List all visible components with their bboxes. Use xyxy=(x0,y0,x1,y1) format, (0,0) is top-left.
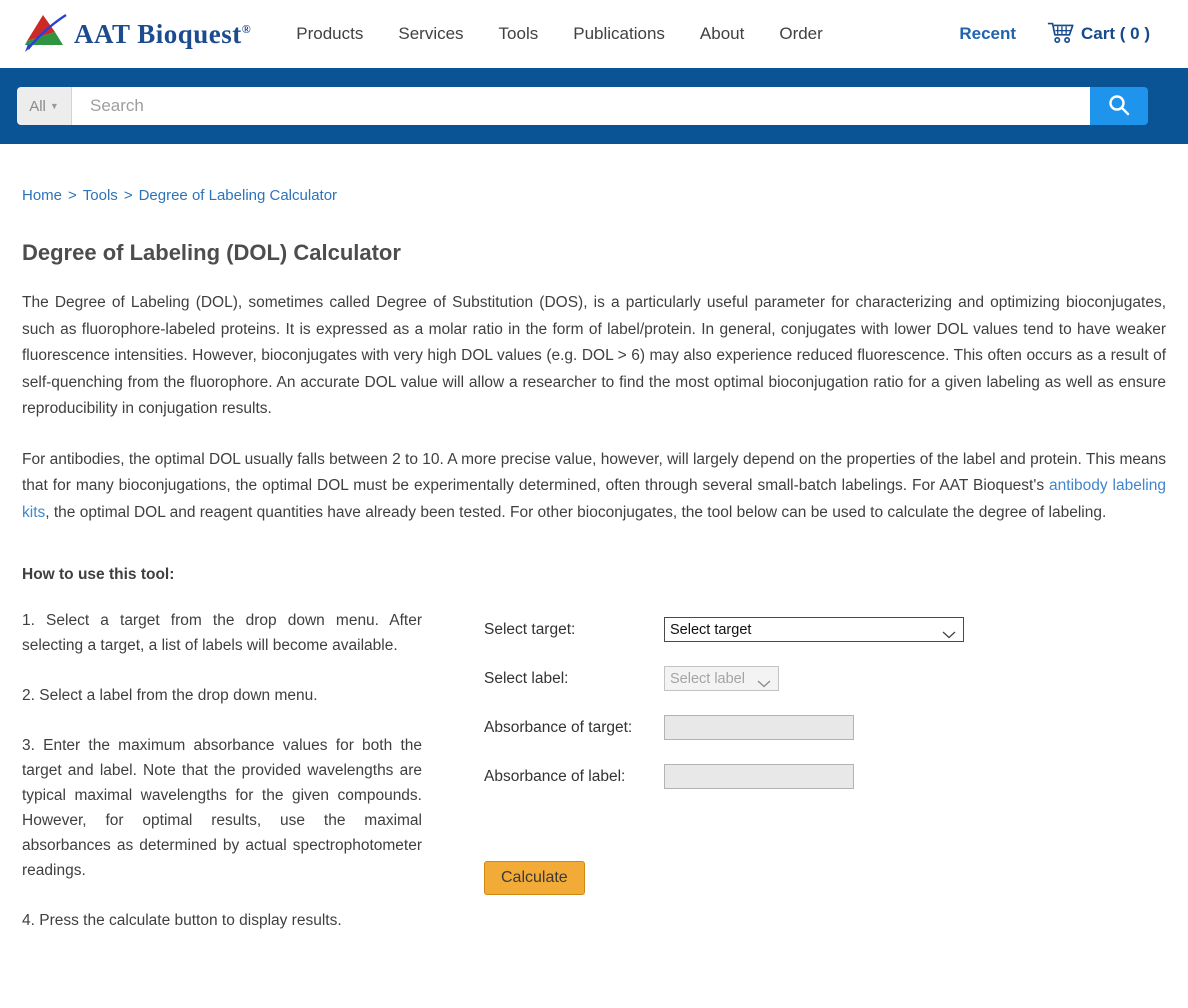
breadcrumb-home[interactable]: Home xyxy=(22,187,63,204)
nav-publications[interactable]: Publications xyxy=(573,24,665,43)
target-select[interactable] xyxy=(664,617,964,642)
search-input[interactable] xyxy=(72,87,1090,125)
breadcrumb xyxy=(22,187,1166,204)
second-paragraph xyxy=(22,447,1166,527)
main-content xyxy=(0,187,1188,933)
breadcrumb-separator: > xyxy=(68,187,77,204)
top-header xyxy=(0,0,1188,68)
target-label: Select target: xyxy=(484,620,576,638)
registered-mark: ® xyxy=(241,21,252,36)
search-category-label: All xyxy=(29,97,46,115)
absorbance-label-row xyxy=(484,764,964,789)
instructions-column xyxy=(22,608,422,933)
tool-area xyxy=(22,608,1166,933)
nav-services[interactable]: Services xyxy=(398,24,464,43)
logo-text: AAT Bioquest® xyxy=(74,18,252,49)
absorbance-target-label: Absorbance of target: xyxy=(484,718,633,736)
absorbance-target-input[interactable] xyxy=(664,715,854,740)
search-category-select[interactable] xyxy=(17,87,72,125)
intro-paragraph: The Degree of Labeling (DOL), sometimes called Degree of Substitution (DOS), is a particularly useful parameter for characterizing and optimizing bioconjugates, such as fluorophore-labeled proteins. It is expressed as a molar ratio in the form of label/protein. In general, conjugates with lower DOL values tend to have weaker fluorescence intensities. However, bioconjugates with very high DOL values (e.g. DOL > 6) may also experience reduced fluorescence. This often occurs as a result of self-quenching from the fluorophore. An accurate DOL value will allow a researcher to find the most optimal bioconjugation ratio for a given labeling as well as ensure reproducibility in conjugation results. xyxy=(22,294,1166,417)
cart-button[interactable] xyxy=(1046,19,1150,50)
label-label: Select label: xyxy=(484,669,569,687)
cart-icon xyxy=(1046,19,1076,50)
label-row xyxy=(484,666,964,691)
breadcrumb-tools[interactable]: Tools xyxy=(82,187,118,204)
search-bar xyxy=(17,87,1148,125)
calculate-button[interactable]: Calculate xyxy=(484,861,585,895)
step-1: 1. Select a target from the drop down menu. After selecting a target, a list of labels will become available. xyxy=(22,612,422,654)
logo-triangle-icon xyxy=(22,11,68,58)
absorbance-target-row xyxy=(484,715,964,740)
search-icon xyxy=(1107,93,1131,120)
breadcrumb-separator: > xyxy=(123,187,133,204)
step-3: 3. Enter the maximum absorbance values for both the target and label. Note that the provided wavelengths are typical maximal wavelengths for the given compounds. However, for optimal results, use the maximal absorbances as determined by actual spectrophotometer readings. xyxy=(22,737,422,879)
cart-label: Cart ( 0 ) xyxy=(1081,24,1150,43)
paragraph2-text-before: For antibodies, the optimal DOL usually falls between 2 to 10. A more precise value, however, will largely depend on the properties of the label and protein. This means that for many bioconjugations, the optimal DOL must be experimentally determined, often through several small-batch labelings. For AAT Bioquest's xyxy=(22,450,1166,494)
step-2: 2. Select a label from the drop down menu. xyxy=(22,687,318,704)
logo[interactable] xyxy=(22,11,251,58)
nav-about[interactable]: About xyxy=(699,24,745,43)
paragraph2-text-after: , the optimal DOL and reagent quantities have already been tested. For other bioconjugates, the tool below can be used to calculate the degree of labeling. xyxy=(45,503,1107,521)
antibody-labeling-kits-link[interactable]: antibody labeling kits xyxy=(22,477,1166,521)
calculator-form xyxy=(484,608,964,933)
absorbance-label-label: Absorbance of label: xyxy=(484,767,626,785)
breadcrumb-current[interactable]: Degree of Labeling Calculator xyxy=(138,187,338,204)
recent-link[interactable]: Recent xyxy=(959,24,1017,43)
label-select[interactable] xyxy=(664,666,779,691)
absorbance-label-input[interactable] xyxy=(664,764,854,789)
main-nav xyxy=(296,24,823,44)
step-4: 4. Press the calculate button to display results. xyxy=(22,912,342,929)
search-band xyxy=(0,68,1188,144)
caret-down-icon: ▼ xyxy=(49,101,59,111)
nav-tools[interactable]: Tools xyxy=(498,24,539,43)
page-title: Degree of Labeling (DOL) Calculator xyxy=(22,240,401,265)
search-button[interactable] xyxy=(1090,87,1148,125)
nav-order[interactable]: Order xyxy=(779,24,823,43)
target-row xyxy=(484,617,964,642)
nav-products[interactable]: Products xyxy=(296,24,364,43)
howto-heading: How to use this tool: xyxy=(22,566,175,583)
